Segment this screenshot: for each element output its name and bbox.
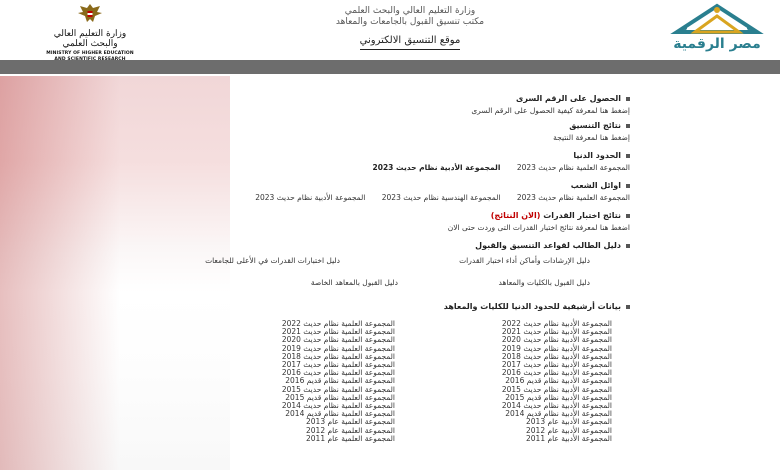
guide-aptitude-tests-link[interactable]: دليل اختبارات القدرات في الأعلى للجامعات [205, 256, 340, 265]
archive-literary-link[interactable]: المجموعة الأدبية نظام حديث 2021 [501, 327, 612, 337]
guide-private-institutes-link[interactable]: دليل القبول بالمعاهد الخاصة [310, 278, 398, 287]
results-link[interactable]: إضغط هنا لمعرفة النتيجة [553, 133, 630, 142]
archive-literary-link[interactable]: المجموعة الأدبية نظام قديم 2016 [505, 376, 612, 386]
header-divider-band [0, 60, 780, 74]
ministry-line: وزارة التعليم العالي والبحث العلمي [344, 6, 476, 16]
archive-scientific-link[interactable]: المجموعة العلمية نظام حديث 2021 [281, 327, 395, 337]
min-limits-literary-link[interactable]: المجموعة الأدبية نظام حديث 2023 [372, 163, 501, 172]
bullet-icon [626, 214, 630, 218]
misr-digital-emblem-icon [665, 2, 769, 36]
archive-scientific-link[interactable]: المجموعة العلمية نظام حديث 2017 [281, 360, 395, 370]
ministry-logo-arabic: وزارة التعليم العالي والبحث العلمي [53, 29, 127, 49]
section-heading [471, 93, 630, 104]
archive-scientific-link[interactable]: المجموعة العلمية عام 2013 [306, 417, 395, 427]
archive-literary-link[interactable]: المجموعة الأدبية نظام قديم 2015 [505, 392, 612, 402]
ministry-logo[interactable] [40, 2, 140, 58]
secret-heading: الحصول على الرقم السرى [516, 94, 621, 103]
archive-literary-link[interactable]: المجموعة الأدبية نظام حديث 2014 [501, 401, 612, 411]
archive-scientific-link[interactable]: المجموعة العلمية نظام قديم 2015 [285, 392, 395, 402]
section-heading [359, 150, 630, 161]
misr-digital-text: مصر الرقمية [673, 36, 761, 52]
guide-colleges-link[interactable]: دليل القبول بالكليات والمعاهد [498, 278, 590, 287]
archive-scientific-link[interactable]: المجموعة العلمية نظام حديث 2020 [281, 335, 395, 345]
top-scientific-link[interactable]: المجموعة العلمية نظام حديث 2023 [516, 193, 630, 202]
archive-literary-link[interactable]: المجموعة الأدبية نظام حديث 2015 [501, 384, 612, 394]
section-secret-number [471, 93, 630, 116]
guide-heading: دليل الطالب لقواعد التنسيق والقبول [475, 241, 621, 250]
archive-literary-link[interactable]: المجموعة الأدبية نظام حديث 2019 [501, 343, 612, 353]
archive-scientific-link[interactable]: المجموعة العلمية نظام حديث 2019 [281, 343, 395, 353]
archive-literary-link[interactable]: المجموعة الأدبية عام 2013 [526, 417, 612, 427]
archive-scientific-link[interactable]: المجموعة العلمية نظام حديث 2018 [281, 351, 395, 361]
top-students-links [241, 193, 630, 203]
archive-scientific-link[interactable]: المجموعة العلمية نظام حديث 2022 [281, 319, 395, 328]
archive-literary-link[interactable]: المجموعة الأدبية نظام حديث 2022 [501, 319, 612, 328]
bullet-icon [626, 244, 630, 248]
min-limits-links [359, 163, 630, 173]
section-aptitude [448, 210, 630, 233]
aptitude-heading: نتائج اختبار القدرات [543, 211, 621, 220]
top-engineering-link[interactable]: المجموعة الهندسية نظام حديث 2023 [381, 193, 501, 202]
archive-scientific-list [282, 320, 395, 443]
archive-scientific-link[interactable]: المجموعة العلمية نظام حديث 2015 [281, 384, 395, 394]
section-heading [553, 120, 630, 131]
top-literary-link[interactable]: المجموعة الأدبية نظام حديث 2023 [255, 193, 366, 202]
bullet-icon [626, 184, 630, 188]
archive-scientific-link[interactable]: المجموعة العلمية نظام قديم 2014 [285, 409, 395, 419]
eagle-emblem-icon [75, 2, 105, 24]
archive-scientific-link[interactable]: المجموعة العلمية نظام حديث 2014 [281, 401, 395, 411]
bullet-icon [626, 97, 630, 101]
bullet-icon [626, 154, 630, 158]
section-results [553, 120, 630, 143]
archive-scientific-link[interactable]: المجموعة العلمية نظام قديم 2016 [285, 376, 395, 386]
header-titles [300, 6, 520, 50]
office-line: مكتب تنسيق القبول بالجامعات والمعاهد [335, 17, 485, 27]
results-heading: نتائج التنسيق [569, 121, 621, 130]
archive-literary-link[interactable]: المجموعة الأدبية عام 2012 [526, 425, 612, 435]
site-header [0, 0, 780, 60]
section-heading [444, 301, 630, 312]
misr-digital-logo[interactable] [664, 2, 770, 58]
archive-scientific-link[interactable]: المجموعة العلمية عام 2011 [306, 433, 395, 443]
section-heading [241, 180, 630, 191]
archive-literary-link[interactable]: المجموعة الأدبية نظام حديث 2020 [501, 335, 612, 345]
section-guide [150, 240, 630, 251]
archive-literary-link[interactable]: المجموعة الأدبية نظام حديث 2016 [501, 368, 612, 378]
top-students-heading: اوائل الشعب [570, 181, 621, 190]
bullet-icon [626, 305, 630, 309]
bullet-icon [626, 124, 630, 128]
archive-literary-link[interactable]: المجموعة الأدبية عام 2011 [526, 433, 612, 443]
aptitude-link[interactable]: اضغط هنا لمعرفة نتائج اختبار القدرات التى وردت حتى الان [447, 223, 630, 232]
section-top-students [241, 180, 630, 203]
guide-aptitude-places-link[interactable]: دليل الإرشادات وأماكن أداء اختبار القدرات [459, 256, 590, 265]
secret-link[interactable]: إضغط هنا لمعرفة كيفية الحصول على الرقم السرى [471, 106, 630, 115]
archive-literary-link[interactable]: المجموعة الأدبية نظام قديم 2014 [505, 409, 612, 419]
min-limits-scientific-link[interactable]: المجموعة العلمية نظام حديث 2023 [516, 163, 630, 172]
aptitude-badge: (الان النتائج) [490, 211, 541, 220]
archive-literary-link[interactable]: المجموعة الأدبية نظام حديث 2018 [501, 351, 612, 361]
section-min-limits [359, 150, 630, 173]
section-heading [448, 210, 630, 221]
section-heading [150, 240, 630, 251]
site-title[interactable]: موقع التنسيق الالكتروني [360, 34, 461, 50]
archive-scientific-link[interactable]: المجموعة العلمية نظام حديث 2016 [281, 368, 395, 378]
archive-heading: بيانات أرشيفية للحدود الدنيا للكليات والمعاهد [443, 302, 621, 311]
ministry-logo-english-1: MINISTRY OF HIGHER EDUCATION [46, 51, 134, 56]
archive-literary-list [502, 320, 612, 443]
main-content [0, 74, 780, 470]
archive-literary-link[interactable]: المجموعة الأدبية نظام حديث 2017 [501, 360, 612, 370]
min-limits-heading: الحدود الدنيا [573, 151, 621, 160]
section-archive [444, 301, 630, 312]
archive-scientific-link[interactable]: المجموعة العلمية عام 2012 [306, 425, 395, 435]
